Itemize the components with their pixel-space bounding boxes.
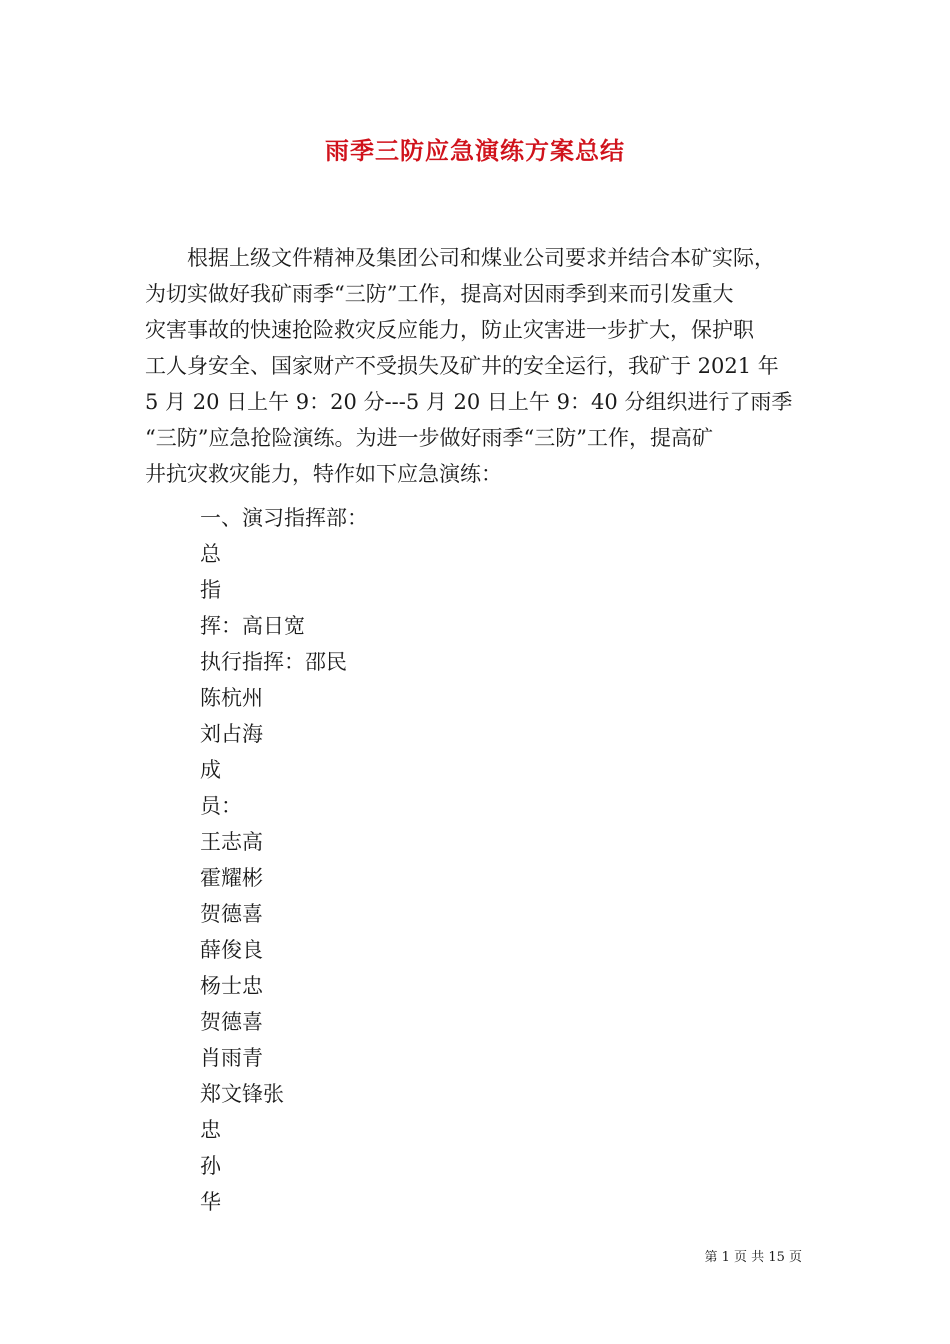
- list-item: 贺德喜: [200, 1010, 263, 1034]
- list-item: 陈杭州: [200, 686, 263, 710]
- paragraph-line: 为切实做好我矿雨季“三防”工作，提高对因雨季到来而引发重大: [145, 282, 734, 306]
- intro-paragraph: [145, 240, 815, 492]
- list-item: 杨士忠: [200, 974, 263, 998]
- paragraph-line: “三防”应急抢险演练。为进一步做好雨季“三防”工作，提高矿: [145, 426, 713, 450]
- list-item: 霍耀彬: [200, 866, 263, 890]
- paragraph-line: 根据上级文件精神及集团公司和煤业公司要求并结合本矿实际，: [145, 246, 775, 270]
- list-item: 刘占海: [200, 722, 263, 746]
- page-number-footer: 第 1 页 共 15 页: [704, 1250, 802, 1265]
- list-item: 指: [200, 578, 221, 602]
- paragraph-line: 灾害事故的快速抢险救灾反应能力，防止灾害进一步扩大，保护职: [145, 318, 754, 342]
- list-item: 挥：高日宽: [200, 614, 305, 638]
- section-heading: 一、演习指挥部：: [200, 506, 368, 530]
- command-list: [200, 500, 368, 1220]
- paragraph-line: 井抗灾救灾能力，特作如下应急演练：: [145, 462, 502, 486]
- list-item: 华: [200, 1190, 221, 1214]
- paragraph-line: 工人身安全、国家财产不受损失及矿井的安全运行，我矿于 2021 年: [145, 354, 779, 378]
- document-title: 雨季三防应急演练方案总结: [325, 136, 625, 165]
- list-item: 郑文锋张: [200, 1082, 284, 1106]
- list-item: 执行指挥：邵民: [200, 650, 347, 674]
- list-item: 肖雨青: [200, 1046, 263, 1070]
- list-item: 孙: [200, 1154, 221, 1178]
- list-item: 薛俊良: [200, 938, 263, 962]
- list-item: 王志高: [200, 830, 263, 854]
- list-item: 总: [200, 542, 221, 566]
- list-item: 员：: [200, 794, 242, 818]
- list-item: 忠: [200, 1118, 221, 1142]
- list-item: 贺德喜: [200, 902, 263, 926]
- paragraph-line: 5 月 20 日上午 9：20 分---5 月 20 日上午 9：40 分组织进行了雨季: [145, 390, 793, 414]
- list-item: 成: [200, 758, 221, 782]
